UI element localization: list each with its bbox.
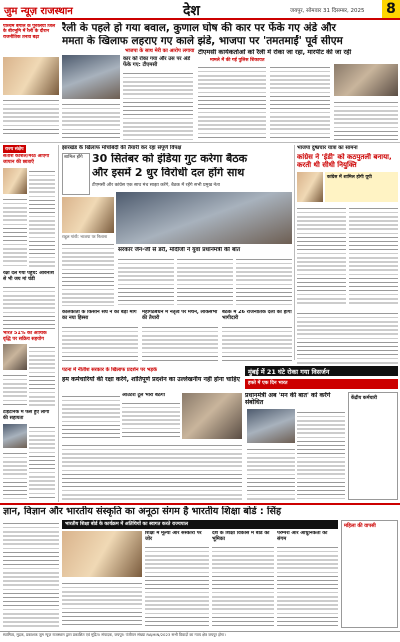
- top-teaser: पश्चिम बंगाल के पुरुलिया जिले के बीरभूमि में रैली के दौरान राजनीतिक तनाव बढ़ा: [3, 24, 56, 40]
- mid-story-3-text: [222, 324, 292, 364]
- section-title: देश: [183, 3, 200, 19]
- second-lead-inline-head: सरकार जैन-जी से डरी, मोदीजी ने युवा प्रधानमंत्री की बात: [118, 247, 241, 253]
- bottom-story-1: हम कर्मचारियों की रक्षा करेंगे, शांतिपूर्ण प्रदर्शन का उल्लेखनीय नहीं होना चाहिए: [62, 376, 240, 383]
- left-headline-2: रक्षा दल गया पहुंच: अविनाश से भी जय मां चंडी: [3, 271, 54, 282]
- second-lead-headline-2: और इसमें 2 धुर विरोधी दल होंगे साथ: [92, 167, 245, 179]
- second-lead-text-1: [62, 241, 114, 306]
- lead-text-center: [123, 70, 193, 140]
- second-lead-photo-caption: राहुल गांधी: भाजपा पर निशाना: [62, 234, 108, 239]
- left-photo-3: [3, 424, 27, 448]
- lead-text-right-1: [198, 64, 266, 140]
- newspaper-brand: जुम न्यूज़ राजस्थान: [4, 6, 73, 17]
- bottom-photo: [182, 393, 242, 439]
- second-lead-photo-1: [62, 197, 114, 233]
- left-text-4: [29, 424, 55, 500]
- lead-photo-center: [62, 55, 120, 99]
- left-text-4b: [3, 450, 27, 500]
- footer-text-2: [145, 544, 209, 628]
- strip-right: केंद्रीय कर्मचारी: [351, 396, 377, 401]
- footer-text-1: [62, 580, 142, 628]
- lead-photo-left: [3, 57, 59, 95]
- column-rule: [58, 145, 59, 502]
- left-photo-1: [3, 168, 27, 194]
- bottom-story-2: आउटरी टूल भारी बैठेगी: [122, 393, 165, 398]
- mid-story-3: बैठक में 26 राजनीतिक दलों की होगी भागीदारी: [222, 310, 292, 321]
- left-photo-2: [3, 344, 27, 370]
- lead-sub-head: कार को रोका गया और उस पर अंडे फेंके गए: टीएमसी: [123, 56, 191, 68]
- footer-text-4: [277, 544, 338, 628]
- lead-text-right-3: [334, 99, 398, 140]
- strip-left: पटना में नीतीश सरकार के खिलाफ प्रदर्शन पर भड़के: [62, 367, 157, 373]
- footer-text-left: [3, 520, 59, 628]
- left-headline-1: सतीश कौशल/मेरठ आएगा जापान की छात्राएँ: [3, 154, 50, 165]
- column-rule: [294, 145, 295, 360]
- page-number: 8: [382, 0, 400, 18]
- bottom-story-3: प्रधानमंत्री अब 'मन की बात' को करेंगे संबोधित: [245, 392, 331, 406]
- second-lead-deck: टीएमसी और कांग्रेस एक साथ मंच साझा करेंगे, बैठक में रहेंगे सभी प्रमुख नेता: [92, 183, 220, 188]
- left-text-2: [3, 284, 55, 329]
- footer-side-tag: महिला की वापसी: [344, 523, 376, 529]
- mid-story-1: कोलकाता के किसान संघ ने की बड़ी मांग का नया हिस्सा: [62, 310, 137, 321]
- footer-side-box: [341, 520, 398, 628]
- footer-sub-1: शिक्षा में मूल्यों और संस्कारों पर जोर: [145, 531, 202, 542]
- left-column-tag: राज्य संक्षेप: [5, 147, 24, 152]
- footer-lead-headline: ज्ञान, विज्ञान और भारतीय संस्कृति का अनूठा संगम है भारतीय शिक्षा बोर्ड : सिंह: [3, 506, 282, 517]
- footer-photo: [62, 531, 142, 577]
- strip-right-box: [348, 392, 398, 500]
- masthead: [0, 0, 400, 20]
- strip-center: मुंबई में 21 घंटे रोका गया विसर्जन: [245, 366, 398, 376]
- second-lead-side-box: [62, 153, 90, 195]
- lead-right-head: टीएमसी कार्यकर्ताओं को रैली में रोका जा रहा, मारपीट की जा रही: [198, 49, 352, 56]
- lead-headline-1: रैली के पहले हो गया बवाल, कुणाल घोष की कार पर फेंके गए अंडे और: [62, 22, 336, 34]
- second-lead-text-2: [118, 256, 174, 306]
- lead-right-kicker: मामले में की गई पुलिस शिकायत: [210, 58, 265, 63]
- mid-story-2-text: [142, 324, 218, 364]
- bottom-story-4: हफ्ते में एक दिन भारत: [245, 379, 398, 389]
- bottom-photo-2: [247, 409, 295, 443]
- right-photo: [297, 172, 323, 202]
- footer-sub-2: देश के शिक्षा विकास में बोर्ड की भूमिका: [212, 531, 270, 542]
- left-text-3: [29, 344, 55, 406]
- lead-kicker: भाजपा के साथ मेरी का आरोप लगाया: [125, 48, 195, 54]
- imprint: स्वामित्व, मुद्रक, प्रकाशक जुम न्यूज़ राजस्थान द्वारा प्रकाशित एवं मुद्रित। संपादक, जयपुर। पंजीयन संख्या RAJHIN/2023 सभी विवादों का न्याय क्षेत्र जयपुर होगा।: [0, 631, 400, 642]
- bottom-story-3-text-b: [247, 446, 295, 500]
- lead-photo-right: [334, 64, 398, 96]
- left-headline-3: भारत 51% की आर्थिक वृद्धि पर सक्रिय सहयोग: [3, 331, 47, 342]
- lead-text-center-2: [62, 101, 120, 140]
- left-text-1: [29, 168, 55, 268]
- left-text-3b: [3, 372, 27, 406]
- lead-text-left: [3, 97, 59, 137]
- second-lead-photo-group: [116, 192, 292, 244]
- footer-lead-banner: भारतीय शिक्षा बोर्ड के कार्यक्रम में अतिथियों का स्वागत करते राज्यपाल: [62, 520, 338, 529]
- left-headline-4: टाइटैनिक में फंसे हुए लोगों की सहायता: [3, 410, 50, 421]
- bottom-story-wide-text: [62, 442, 242, 500]
- second-lead-kicker: झारखंड के खिलाफ मोर्चाबंदी की तैयारी कर रहा संपूर्ण विपक्ष: [62, 145, 182, 151]
- second-lead-headline-1: 30 सितंबर को इंडिया गुट करेगा बैठक: [92, 153, 248, 165]
- right-text-3: [297, 310, 398, 364]
- lead-text-right-2: [270, 64, 330, 140]
- right-sub-headline: कांग्रेस ने 'ईडी' को कठपुतली बनाया, करती थी सीधी नियुक्ति: [297, 153, 392, 169]
- footer-sub-3: परम्परा और आधुनिकता का संगम: [277, 531, 328, 542]
- right-text-1: [297, 205, 346, 305]
- bottom-story-1-text: [62, 393, 120, 439]
- second-lead-side-tag: शामिल होंगे: [64, 155, 83, 160]
- mid-story-1-text: [62, 324, 138, 364]
- second-lead-text-3: [177, 256, 233, 306]
- footer-divider: [0, 503, 400, 505]
- right-side-box: कांग्रेस में शामिल होगी यूपी: [325, 172, 398, 202]
- right-text-2: [349, 205, 398, 305]
- issue-date: जयपुर, सोमवार 31 दिसम्बर, 2025: [290, 8, 365, 14]
- bottom-story-3-text: [297, 409, 345, 500]
- right-headline: भाजपा दुष्प्रचार यात्रा का सामना: [297, 145, 358, 151]
- bottom-story-2-text: [122, 400, 180, 439]
- divider: [0, 142, 400, 143]
- second-lead-text-4: [236, 256, 292, 306]
- lead-headline-2: ममता के खिलाफ लहराए गए काले झंडे, भाजपा पर 'तमतमाईं' पूर्व सीएम: [62, 35, 343, 47]
- mid-story-2: महागठबंधन में नेतृत्व पर मंथन, लोकसभा की तैयारी: [142, 310, 218, 321]
- footer-text-3: [212, 544, 274, 628]
- left-text-1b: [3, 196, 27, 268]
